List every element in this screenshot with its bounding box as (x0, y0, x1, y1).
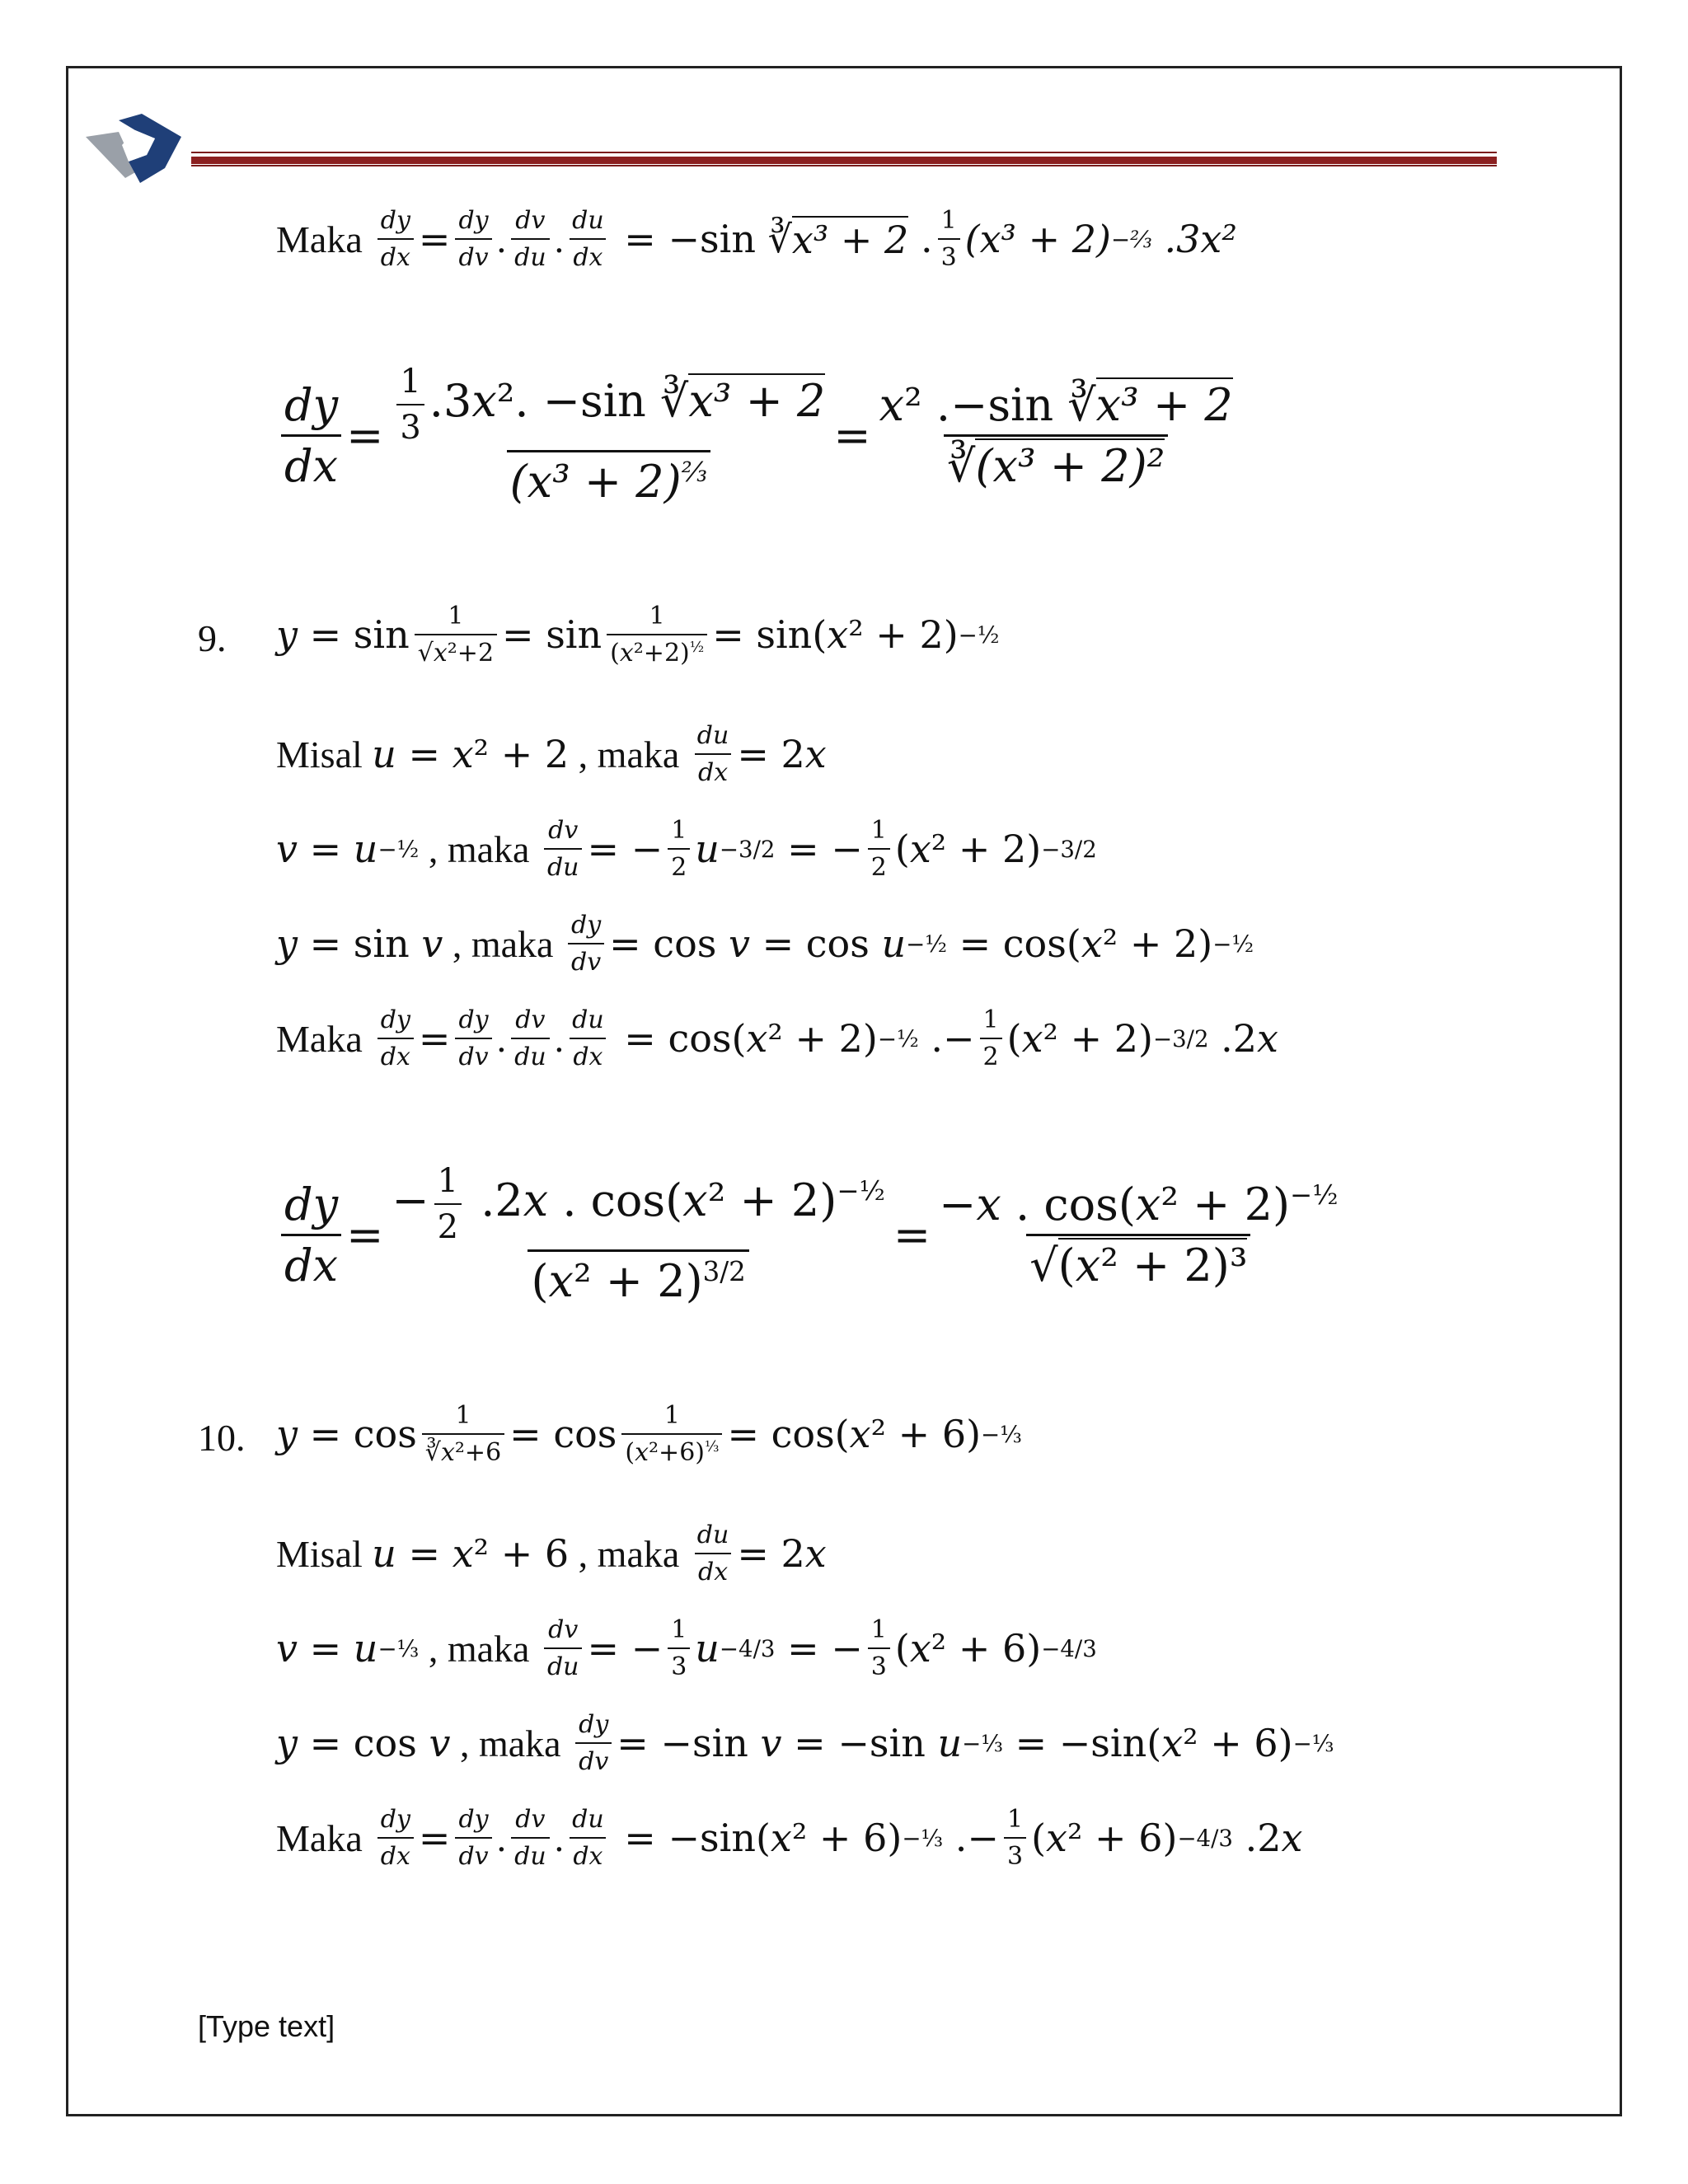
equation-p10-maka: Maka $\frac{dy}{dx}$ = $\frac{dy}{dv}$ . $\frac{dv}{du}$ . $\frac{du}{dx}$ = −sin(x² + 6) −⅓ .− $\frac{1}{3}$ (x² + 6) −4/3 .2x (276, 1805, 1303, 1871)
equation-p9-maka: Maka $\frac{dy}{dx}$ = $\frac{dy}{dv}$ . $\frac{dv}{du}$ . $\frac{du}{dx}$ = cos(x² + 2) −½ .− $\frac{1}{2}$ (x² + 2) −3/2 .2x (276, 1005, 1278, 1071)
equation-maka-1: Maka $\frac{dy}{dx}$ = $\frac{dy}{dv}$ . $\frac{dv}{du}$ . $\frac{du}{dx}$ = −sin ∛ x³ + 2 . $\frac{1}{3}$ (x³ + 2) −⅔ .3x² (276, 206, 1237, 272)
header-rule (191, 152, 1497, 166)
equation-p9-y: y = sin $\frac{1}{\text{√x²+2}}$ = sin $\frac{1}{(x^2+2)^{\frac{1}{2}}}$ = sin(x² + 2) −½ (276, 602, 1000, 668)
problem-number-10: 10. (198, 1417, 246, 1459)
equation-p10-u: Misal u = x² + 6 , maka $\frac{du}{dx}$ = 2x (276, 1521, 827, 1586)
equation-p9-result: $\frac{dy}{dx}$ = − $\frac{1}{2}$ .2x . $\cos(x^2 + 2)^{-\frac{1}{2}}$ $(x^2 + 2)^{3/2}$ = $\frac{-x . \cos(x^2 + 2)^{-\frac{1}{2}}}{\text{√(x² + 2)³}}$ (276, 1162, 1347, 1307)
equation-p10-y: y = cos $\frac{1}{\text{∛x²+6}}$ = cos $\frac{1}{(x^2+6)^{\frac{1}{3}}}$ = cos(x² + 6) −⅓ (276, 1401, 1022, 1467)
equation-p10-yv: y = cos v , maka $\frac{dy}{dv}$ = −sin v = −sin u −⅓ = −sin(x² + 6) −⅓ (276, 1710, 1334, 1776)
logo-icon (86, 114, 185, 188)
equation-p9-yv: y = sin v , maka $\frac{dy}{dv}$ = cos v = cos u −½ = cos(x² + 2) −½ (276, 911, 1254, 977)
equation-p9-u: Misal u = x² + 2 , maka $\frac{du}{dx}$ = 2x (276, 721, 827, 787)
equation-p9-v: v = u −½ , maka $\frac{dv}{du}$ = − $\frac{1}{2}$ u −3/2 = − $\frac{1}{2}$ (x² + 2) −3/2 (276, 816, 1097, 882)
equation-p10-v: v = u −⅓ , maka $\frac{dv}{du}$ = − $\frac{1}{3}$ u −4/3 = − $\frac{1}{3}$ (x² + 6) −4/3 (276, 1615, 1097, 1681)
footer-placeholder: [Type text] (198, 2009, 335, 2043)
problem-number-9: 9. (198, 617, 227, 659)
equation-result-8: $\frac{dy}{dx}$ = $\frac{1}{3}$ .3x². −sin ∛x³ + 2 $(x^3 + 2)^{\frac{2}{3}}$ = $\frac{\text{x² .−sin ∛x³ + 2}}{\text{∛(x³ + 2)²}}$ (276, 363, 1241, 508)
